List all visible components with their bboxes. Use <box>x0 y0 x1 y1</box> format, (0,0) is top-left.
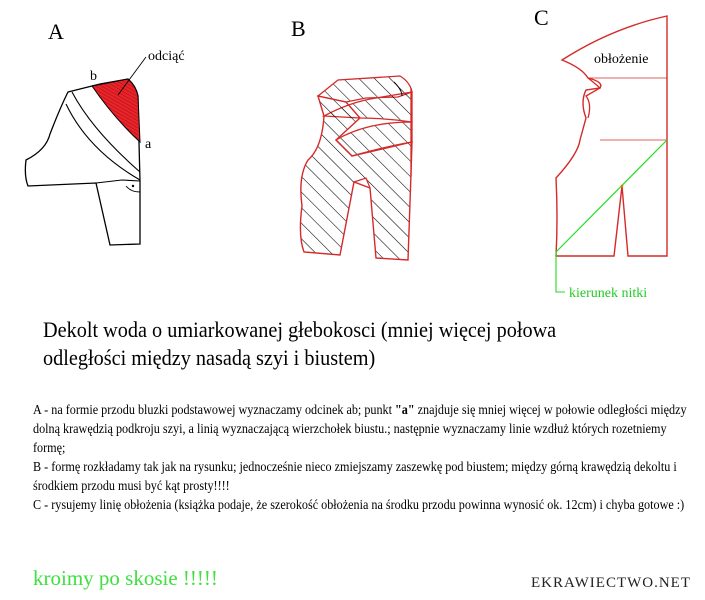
step-a <box>33 400 690 457</box>
figure-a-cut-region <box>92 79 140 142</box>
site-watermark: EKRAWIECTWO.NET <box>531 575 692 591</box>
step-c-sep: - <box>41 497 52 512</box>
figure-b-lower-body <box>300 96 412 260</box>
step-c-text: rysujemy linię obłożenia (książka podaje, że szerokość obłożenia na środku przodu powinna wynosić ok. 12cm) i chyba gotowe :) <box>51 497 685 512</box>
step-c <box>33 495 690 514</box>
figure-c-grain-label: kierunek nitki <box>569 286 648 301</box>
headline-line-2: odległości między nasadą szyi i biustem) <box>43 345 376 370</box>
figure-a-cut-label: odciąć <box>148 49 185 64</box>
step-a-text-pre: na formie przodu bluzki podstawowej wyznaczamy odcinek ab; punkt <box>51 402 396 417</box>
step-b <box>33 457 690 495</box>
figure-c <box>534 5 667 301</box>
step-b-sep: - <box>41 459 52 474</box>
step-a-text-post: znajduje się mniej więcej w połowie odległości między dolną krawędzią podkroju szyi, a linią wyznaczającą wierzchołek biustu.; następnie wyznaczamy linie wzdłuż których rozetniemy formę; <box>33 402 687 455</box>
figure-a-point-b: b <box>90 69 97 84</box>
instructions <box>33 400 690 514</box>
headline <box>43 316 632 372</box>
step-a-key: A <box>33 402 42 417</box>
step-c-key: C <box>33 497 42 512</box>
figure-a <box>25 19 184 245</box>
figure-a-dot <box>132 185 134 187</box>
figure-a-label: A <box>48 19 64 44</box>
step-b-key: B <box>33 459 42 474</box>
figure-c-dart-tip <box>621 185 624 188</box>
figure-a-point-a: a <box>145 137 152 152</box>
figure-c-facing-line <box>586 78 600 118</box>
figure-a-dart <box>96 180 140 183</box>
step-b-text: formę rozkładamy tak jak na rysunku; jednocześnie nieco zmiejszamy zaszewkę pod biustem; między górną krawędzią dekoltu i środkiem przodu musi być kąt prosty!!!! <box>33 459 677 493</box>
figure-b-label: B <box>291 16 306 41</box>
figure-c-label: C <box>534 5 549 30</box>
figure-c-facing-label: obłożenie <box>594 52 649 67</box>
step-a-sep: - <box>41 402 52 417</box>
figure-c-grain-leader <box>556 252 565 292</box>
step-a-mark: "a" <box>395 402 415 417</box>
bias-cut-note: kroimy po skosie !!!!! <box>33 566 218 590</box>
headline-line-1: Dekolt woda o umiarkowanej głebokosci (mniej więcej połowa <box>43 317 557 342</box>
figure-b <box>291 16 412 260</box>
